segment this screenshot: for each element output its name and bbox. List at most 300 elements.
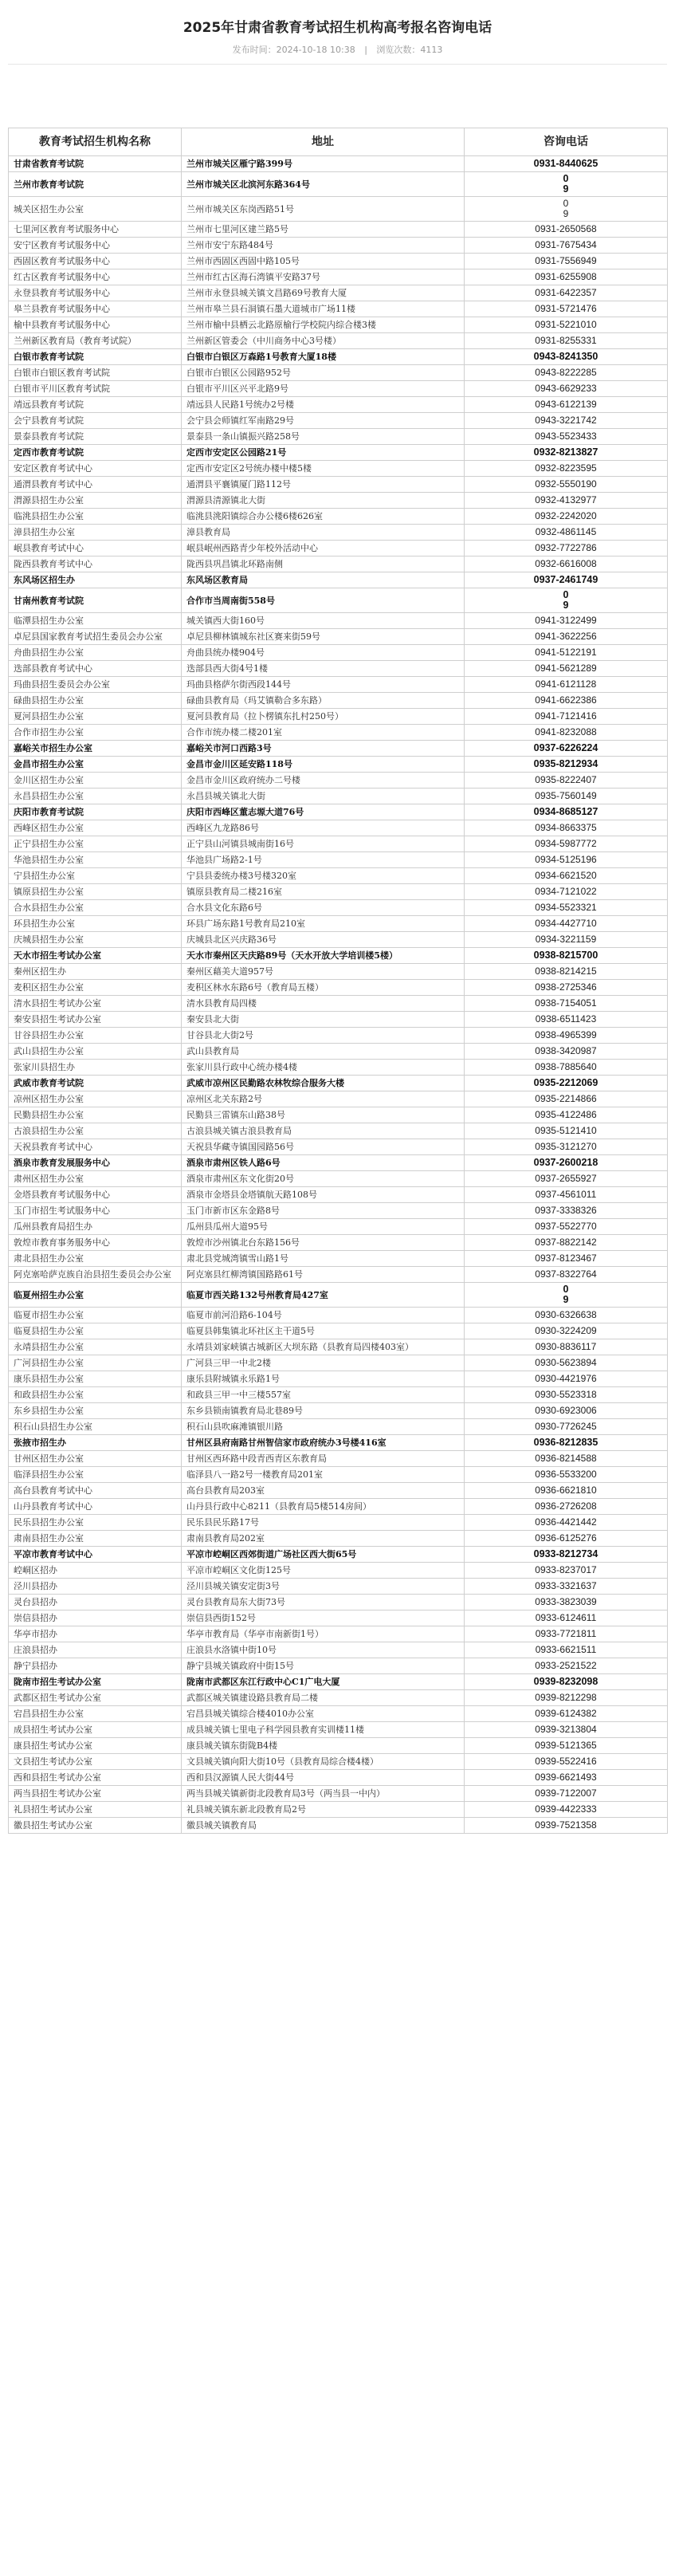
address-cell: 通渭县平襄镇厦门路112号 xyxy=(182,477,465,493)
phone-cell: 0935-4122486 xyxy=(465,1107,668,1123)
org-cell: 城关区招生办公室 xyxy=(9,197,182,222)
table-row xyxy=(9,1722,668,1738)
org-cell: 平凉市教育考试中心 xyxy=(9,1547,182,1563)
table-row xyxy=(9,1355,668,1371)
table-row-headquarters xyxy=(9,349,668,365)
address-cell: 临夏市西关路132号州教育局427室 xyxy=(182,1283,465,1308)
phone-cell: 0931-8440625 xyxy=(465,156,668,172)
table-row xyxy=(9,709,668,725)
address-cell: 民勤县三雷镇东山路38号 xyxy=(182,1107,465,1123)
org-cell: 安定区教育考试中心 xyxy=(9,461,182,477)
table-row xyxy=(9,1499,668,1515)
phone-cell: 0930-4421976 xyxy=(465,1371,668,1387)
table-row-headquarters xyxy=(9,1076,668,1091)
table-row xyxy=(9,285,668,301)
table-row xyxy=(9,541,668,556)
address-cell: 兰州市城关区北滨河东路364号 xyxy=(182,172,465,197)
address-cell: 秦州区藉美大道957号 xyxy=(182,964,465,980)
org-cell: 高台县教育考试中心 xyxy=(9,1483,182,1499)
org-cell: 瓜州县教育局招生办 xyxy=(9,1219,182,1235)
table-row xyxy=(9,852,668,868)
address-cell: 靖远县人民路1号统办2号楼 xyxy=(182,397,465,413)
org-cell: 天水市招生考试办公室 xyxy=(9,948,182,964)
phone-cell: 0937-5522770 xyxy=(465,1219,668,1235)
org-cell: 积石山县招生办公室 xyxy=(9,1419,182,1435)
org-cell: 金昌市招生办公室 xyxy=(9,757,182,773)
table-row xyxy=(9,1531,668,1547)
table-row-headquarters xyxy=(9,1674,668,1690)
address-cell: 平凉市崆峒区西郊街道广场社区西大街65号 xyxy=(182,1547,465,1563)
address-cell: 定西市安定区2号统办楼中楼5楼 xyxy=(182,461,465,477)
address-cell: 华池县广场路2-1号 xyxy=(182,852,465,868)
table-row xyxy=(9,1467,668,1483)
phone-cell: 0931-8255331 xyxy=(465,333,668,349)
org-cell: 金川区招生办公室 xyxy=(9,773,182,789)
org-cell: 张家川县招生办 xyxy=(9,1060,182,1076)
phone-cell: 0936-6621810 xyxy=(465,1483,668,1499)
table-row xyxy=(9,1219,668,1235)
phone-cell: 0934-5523321 xyxy=(465,900,668,916)
phone-cell: 0933-7721811 xyxy=(465,1626,668,1642)
org-cell: 白银市平川区教育考试院 xyxy=(9,381,182,397)
address-cell: 民乐县民乐路17号 xyxy=(182,1515,465,1531)
phone-cell: 0935-7560149 xyxy=(465,789,668,804)
address-cell: 宁县县委统办楼3号楼320室 xyxy=(182,868,465,884)
address-cell: 卓尼县柳林镇城东社区赛来街59号 xyxy=(182,629,465,645)
table-row xyxy=(9,789,668,804)
org-cell: 临泽县招生办公室 xyxy=(9,1467,182,1483)
address-cell: 山丹县行政中心8211（县教育局5楼514房间） xyxy=(182,1499,465,1515)
org-cell: 兰州新区教育局（教育考试院） xyxy=(9,333,182,349)
address-cell: 庆阳市西峰区董志塬大道76号 xyxy=(182,804,465,820)
table-row xyxy=(9,254,668,269)
address-cell: 清水县教育局四楼 xyxy=(182,996,465,1012)
phone-cell: 0934-8685127 xyxy=(465,804,668,820)
phone-cell: 0930-5623894 xyxy=(465,1355,668,1371)
phone-cell: 0938-6511423 xyxy=(465,1012,668,1028)
org-cell: 宁县招生办公室 xyxy=(9,868,182,884)
table-row xyxy=(9,868,668,884)
phone-cell: 0937-8123467 xyxy=(465,1251,668,1267)
address-cell: 金昌市金川区政府统办二号楼 xyxy=(182,773,465,789)
address-cell: 灵台县教育局东大街73号 xyxy=(182,1595,465,1610)
org-cell: 文县招生考试办公室 xyxy=(9,1754,182,1770)
org-cell: 徽县招生考试办公室 xyxy=(9,1818,182,1834)
phone-cell: 0939-6621493 xyxy=(465,1770,668,1786)
table-row xyxy=(9,1690,668,1706)
table-row xyxy=(9,1515,668,1531)
address-cell: 金昌市金川区延安路118号 xyxy=(182,757,465,773)
address-cell: 嘉峪关市河口西路3号 xyxy=(182,741,465,757)
address-cell: 肃南县教育局202室 xyxy=(182,1531,465,1547)
phone-cell: 0935-5121410 xyxy=(465,1123,668,1139)
phone-cell: 0930-7726245 xyxy=(465,1419,668,1435)
org-cell: 民乐县招生办公室 xyxy=(9,1515,182,1531)
address-cell: 广河县三甲一中北2楼 xyxy=(182,1355,465,1371)
address-cell: 西峰区九龙路86号 xyxy=(182,820,465,836)
org-cell: 镇原县招生办公室 xyxy=(9,884,182,900)
table-row xyxy=(9,996,668,1012)
phone-cell: 0939-5121365 xyxy=(465,1738,668,1754)
org-cell: 东风场区招生办 xyxy=(9,572,182,588)
org-cell: 肃北县招生办公室 xyxy=(9,1251,182,1267)
org-cell: 永靖县招生办公室 xyxy=(9,1339,182,1355)
address-cell: 舟曲县统办楼904号 xyxy=(182,645,465,661)
table-row xyxy=(9,1028,668,1044)
address-cell: 平凉市崆峒区文化街125号 xyxy=(182,1563,465,1579)
phone-cell: 0932-2242020 xyxy=(465,509,668,525)
phone-cell: 0941-3122499 xyxy=(465,613,668,629)
address-cell: 敦煌市沙州镇北台东路156号 xyxy=(182,1235,465,1251)
table-row xyxy=(9,1658,668,1674)
table-row xyxy=(9,1060,668,1076)
address-cell: 泾川县城关镇安定街3号 xyxy=(182,1579,465,1595)
table-row xyxy=(9,1323,668,1339)
table-row xyxy=(9,1802,668,1818)
address-cell: 西和县汉源镇人民大街44号 xyxy=(182,1770,465,1786)
table-row-headquarters xyxy=(9,741,668,757)
org-cell: 岷县教育考试中心 xyxy=(9,541,182,556)
table-row xyxy=(9,1770,668,1786)
table-row xyxy=(9,645,668,661)
address-cell: 兰州市红古区海石湾镇平安路37号 xyxy=(182,269,465,285)
org-cell: 临夏市招生办公室 xyxy=(9,1308,182,1323)
phone-cell: 0939-7122007 xyxy=(465,1786,668,1802)
org-cell: 甘州区招生办公室 xyxy=(9,1451,182,1467)
org-cell: 敦煌市教育事务服务中心 xyxy=(9,1235,182,1251)
table-row-headquarters xyxy=(9,757,668,773)
phone-cell: 0938-3420987 xyxy=(465,1044,668,1060)
table-row xyxy=(9,820,668,836)
org-cell: 临洮县招生办公室 xyxy=(9,509,182,525)
address-cell: 漳县教育局 xyxy=(182,525,465,541)
table-row xyxy=(9,932,668,948)
table-row xyxy=(9,1403,668,1419)
phone-cell: 0938-2725346 xyxy=(465,980,668,996)
org-cell: 永昌县招生办公室 xyxy=(9,789,182,804)
phone-cell: 0937-2600218 xyxy=(465,1155,668,1171)
org-cell: 武都区招生考试办公室 xyxy=(9,1690,182,1706)
org-cell: 玉门市招生考试服务中心 xyxy=(9,1203,182,1219)
table-row xyxy=(9,1187,668,1203)
phone-cell: 0936-8214588 xyxy=(465,1451,668,1467)
org-cell: 环县招生办公室 xyxy=(9,916,182,932)
table-row xyxy=(9,1451,668,1467)
address-cell: 华亭市教育局（华亭市南新街1号） xyxy=(182,1626,465,1642)
table-row xyxy=(9,1387,668,1403)
org-cell: 夏河县招生办公室 xyxy=(9,709,182,725)
phone-cell: 0935-8212934 xyxy=(465,757,668,773)
table-row-headquarters xyxy=(9,1547,668,1563)
address-cell: 玉门市新市区东金路8号 xyxy=(182,1203,465,1219)
address-cell: 景泰县一条山镇振兴路258号 xyxy=(182,429,465,445)
address-cell: 肃北县党城湾镇雪山路1号 xyxy=(182,1251,465,1267)
org-cell: 民勤县招生办公室 xyxy=(9,1107,182,1123)
table-row-headquarters xyxy=(9,588,668,613)
phone-cell: 0933-6124611 xyxy=(465,1610,668,1626)
org-cell: 秦安县招生考试办公室 xyxy=(9,1012,182,1028)
address-cell: 会宁县会师镇红军南路29号 xyxy=(182,413,465,429)
phone-cell: 0934-6621520 xyxy=(465,868,668,884)
org-cell: 静宁县招办 xyxy=(9,1658,182,1674)
table-row xyxy=(9,900,668,916)
phone-cell: 0939-8212298 xyxy=(465,1690,668,1706)
phone-cell: 0941-3622256 xyxy=(465,629,668,645)
org-cell: 玛曲县招生委员会办公室 xyxy=(9,677,182,693)
phone-cell: 0932-8223595 xyxy=(465,461,668,477)
org-cell: 陇西县教育考试中心 xyxy=(9,556,182,572)
org-cell: 东乡县招生办公室 xyxy=(9,1403,182,1419)
address-cell: 宕昌县城关镇综合楼4010办公室 xyxy=(182,1706,465,1722)
table-row xyxy=(9,1706,668,1722)
table-row-headquarters xyxy=(9,1155,668,1171)
address-cell: 高台县教育局203室 xyxy=(182,1483,465,1499)
phone-cell: 0935-8222407 xyxy=(465,773,668,789)
address-cell: 临洮县洮阳镇综合办公楼6楼626室 xyxy=(182,509,465,525)
table-row xyxy=(9,222,668,238)
phone-cell: 0939-6124382 xyxy=(465,1706,668,1722)
table-row xyxy=(9,333,668,349)
table-row xyxy=(9,1642,668,1658)
address-cell: 康乐县附城镇永乐路1号 xyxy=(182,1371,465,1387)
phone-cell: 0931-2650568 xyxy=(465,222,668,238)
org-cell: 临夏县招生办公室 xyxy=(9,1323,182,1339)
org-cell: 迭部县教育考试中心 xyxy=(9,661,182,677)
address-cell: 秦安县北大街 xyxy=(182,1012,465,1028)
phone-cell: 0936-4421442 xyxy=(465,1515,668,1531)
header-divider xyxy=(8,64,667,65)
org-cell: 碌曲县招生办公室 xyxy=(9,693,182,709)
phone-cell: 0937-8822142 xyxy=(465,1235,668,1251)
org-cell: 肃州区招生办公室 xyxy=(9,1171,182,1187)
org-cell: 礼县招生考试办公室 xyxy=(9,1802,182,1818)
table-row-headquarters xyxy=(9,1283,668,1308)
address-cell: 甘州区西环路中段青西青区东教育局 xyxy=(182,1451,465,1467)
table-row xyxy=(9,1610,668,1626)
org-cell: 成县招生考试办公室 xyxy=(9,1722,182,1738)
table-row xyxy=(9,525,668,541)
table-row xyxy=(9,413,668,429)
phone-cell: 0933-8237017 xyxy=(465,1563,668,1579)
address-cell: 兰州新区管委会（中川商务中心3号楼） xyxy=(182,333,465,349)
column-header-phone: 咨询电话 xyxy=(465,128,668,156)
column-header-address: 地址 xyxy=(182,128,465,156)
phone-cell: 0936-2726208 xyxy=(465,1499,668,1515)
address-cell: 瓜州县瓜州大道95号 xyxy=(182,1219,465,1235)
address-cell: 麦积区林水东路6号（教育局五楼） xyxy=(182,980,465,996)
address-cell: 迭部县西大街4号1楼 xyxy=(182,661,465,677)
org-cell: 卓尼县国家教育考试招生委员会办公室 xyxy=(9,629,182,645)
table-row xyxy=(9,836,668,852)
table-row xyxy=(9,509,668,525)
org-cell: 庄浪县招办 xyxy=(9,1642,182,1658)
org-cell: 张掖市招生办 xyxy=(9,1435,182,1451)
org-cell: 榆中县教育考试服务中心 xyxy=(9,317,182,333)
address-cell: 永靖县刘家峡镇古城新区大坝东路（县教育局四楼403室） xyxy=(182,1339,465,1355)
address-cell: 兰州市城关区东岗西路51号 xyxy=(182,197,465,222)
address-cell: 东风场区教育局 xyxy=(182,572,465,588)
org-cell: 崆峒区招办 xyxy=(9,1563,182,1579)
phone-cell: 0936-5533200 xyxy=(465,1467,668,1483)
table-row xyxy=(9,1091,668,1107)
phone-cell: 0930-3224209 xyxy=(465,1323,668,1339)
org-cell: 西和县招生考试办公室 xyxy=(9,1770,182,1786)
address-cell: 礼县城关镇东新北段教育局2号 xyxy=(182,1802,465,1818)
address-cell: 两当县城关镇新街北段教育局3号（两当县一中内） xyxy=(182,1786,465,1802)
phone-cell: 0930-6923006 xyxy=(465,1403,668,1419)
phone-cell: 0935-3121270 xyxy=(465,1139,668,1155)
address-cell: 正宁县山河镇县城南街16号 xyxy=(182,836,465,852)
org-cell: 皋兰县教育考试服务中心 xyxy=(9,301,182,317)
table-row xyxy=(9,1818,668,1834)
meta-separator: | xyxy=(364,45,367,55)
table-row xyxy=(9,980,668,996)
table-row-headquarters xyxy=(9,156,668,172)
address-cell: 武都区城关镇建设路县教育局二楼 xyxy=(182,1690,465,1706)
org-cell: 白银市白银区教育考试院 xyxy=(9,365,182,381)
table-row xyxy=(9,1738,668,1754)
phone-line: 9 xyxy=(563,1294,569,1305)
phone-cell: 0943-3221742 xyxy=(465,413,668,429)
table-row xyxy=(9,1123,668,1139)
address-cell: 白银市平川区兴平北路9号 xyxy=(182,381,465,397)
table-row xyxy=(9,661,668,677)
phone-cell: 0933-3823039 xyxy=(465,1595,668,1610)
phone-cell: 0934-5987772 xyxy=(465,836,668,852)
table-body xyxy=(9,156,668,1834)
table-row-headquarters xyxy=(9,172,668,197)
phone-cell: 0936-8212835 xyxy=(465,1435,668,1451)
address-cell: 成县城关镇七里电子科学园县教育实训楼11楼 xyxy=(182,1722,465,1738)
org-cell: 阿克塞哈萨克族自治县招生委员会办公室 xyxy=(9,1267,182,1283)
phone-cell: 0931-6422357 xyxy=(465,285,668,301)
table-row xyxy=(9,429,668,445)
org-cell: 和政县招生办公室 xyxy=(9,1387,182,1403)
org-cell: 武威市教育考试院 xyxy=(9,1076,182,1091)
org-cell: 定西市教育考试院 xyxy=(9,445,182,461)
phone-cell: 0931-5221010 xyxy=(465,317,668,333)
phone-cell: 0937-3338326 xyxy=(465,1203,668,1219)
org-cell: 陇南市招生考试办公室 xyxy=(9,1674,182,1690)
org-cell: 白银市教育考试院 xyxy=(9,349,182,365)
table-row xyxy=(9,317,668,333)
table-row xyxy=(9,1595,668,1610)
phone-cell: 0930-5523318 xyxy=(465,1387,668,1403)
org-cell: 庆城县招生办公室 xyxy=(9,932,182,948)
page-title: 2025年甘肃省教育考试招生机构高考报名咨询电话 xyxy=(182,20,493,36)
address-cell: 兰州市城关区雁宁路399号 xyxy=(182,156,465,172)
address-cell: 合作市统办楼二楼201室 xyxy=(182,725,465,741)
address-cell: 白银市白银区万森路1号教育大厦18楼 xyxy=(182,349,465,365)
org-cell: 红古区教育考试服务中心 xyxy=(9,269,182,285)
table-row xyxy=(9,556,668,572)
address-cell: 古浪县城关镇古浪县教育局 xyxy=(182,1123,465,1139)
org-cell: 嘉峪关市招生办公室 xyxy=(9,741,182,757)
address-cell: 白银市白银区公园路952号 xyxy=(182,365,465,381)
address-cell: 兰州市榆中县栖云北路原榆行学校院内综合楼3楼 xyxy=(182,317,465,333)
phone-cell: 0935-2214866 xyxy=(465,1091,668,1107)
phone-cell xyxy=(465,588,668,613)
org-cell: 漳县招生办公室 xyxy=(9,525,182,541)
address-cell: 环县广场东路1号教育局210室 xyxy=(182,916,465,932)
org-cell: 华池县招生办公室 xyxy=(9,852,182,868)
address-cell: 兰州市西固区西固中路105号 xyxy=(182,254,465,269)
phone-cell: 0941-8232088 xyxy=(465,725,668,741)
address-cell: 合水县文化东路6号 xyxy=(182,900,465,916)
view-count: 浏览次数：4113 xyxy=(376,45,443,55)
phone-cell: 0933-3321637 xyxy=(465,1579,668,1595)
address-cell: 庄浪县水洛镇中街10号 xyxy=(182,1642,465,1658)
org-cell: 甘肃省教育考试院 xyxy=(9,156,182,172)
phone-cell: 0943-6629233 xyxy=(465,381,668,397)
address-cell: 武山县教育局 xyxy=(182,1044,465,1060)
table-row xyxy=(9,884,668,900)
address-cell: 临夏县韩集镇北环社区主干道5号 xyxy=(182,1323,465,1339)
table-row xyxy=(9,613,668,629)
org-cell: 合作市招生办公室 xyxy=(9,725,182,741)
table-row xyxy=(9,1308,668,1323)
phone-cell: 0939-5522416 xyxy=(465,1754,668,1770)
address-cell: 静宁县城关镇政府中街15号 xyxy=(182,1658,465,1674)
table-row xyxy=(9,1235,668,1251)
address-cell: 东乡县锁南镇教育局北巷89号 xyxy=(182,1403,465,1419)
table-row xyxy=(9,916,668,932)
phone-cell: 0939-4422333 xyxy=(465,1802,668,1818)
org-cell: 两当县招生考试办公室 xyxy=(9,1786,182,1802)
phone-cell: 0934-5125196 xyxy=(465,852,668,868)
phone-cell: 0938-7885640 xyxy=(465,1060,668,1076)
address-cell: 临夏市前河沿路6-104号 xyxy=(182,1308,465,1323)
phone-line: 9 xyxy=(563,600,569,611)
address-cell: 甘州区县府南路甘州智信家市政府统办3号楼416室 xyxy=(182,1435,465,1451)
table-header-row xyxy=(9,128,668,156)
phone-cell: 0941-6622386 xyxy=(465,693,668,709)
address-cell: 阿克塞县红柳湾镇国路路61号 xyxy=(182,1267,465,1283)
phone-cell: 0943-8222285 xyxy=(465,365,668,381)
phone-cell: 0939-8232098 xyxy=(465,1674,668,1690)
table-row xyxy=(9,725,668,741)
phone-cell: 0931-7556949 xyxy=(465,254,668,269)
org-cell: 临夏州招生办公室 xyxy=(9,1283,182,1308)
phone-cell: 0941-6121128 xyxy=(465,677,668,693)
org-cell: 广河县招生办公室 xyxy=(9,1355,182,1371)
phone-cell: 0935-2212069 xyxy=(465,1076,668,1091)
table-row xyxy=(9,1754,668,1770)
address-cell: 庆城县北区兴庆路36号 xyxy=(182,932,465,948)
phone-cell: 0932-5550190 xyxy=(465,477,668,493)
phone-cell: 0938-8214215 xyxy=(465,964,668,980)
phone-cell: 0943-5523433 xyxy=(465,429,668,445)
table-row xyxy=(9,1339,668,1355)
phone-line: 9 xyxy=(563,208,569,219)
org-cell: 康乐县招生办公室 xyxy=(9,1371,182,1387)
phone-cell: 0932-6616008 xyxy=(465,556,668,572)
article-meta xyxy=(0,43,675,56)
table-row xyxy=(9,693,668,709)
phone-cell xyxy=(465,172,668,197)
table-row xyxy=(9,1419,668,1435)
phone-cell: 0943-8241350 xyxy=(465,349,668,365)
table-row-headquarters xyxy=(9,572,668,588)
phone-cell: 0930-8836117 xyxy=(465,1339,668,1355)
phone-cell: 0941-5621289 xyxy=(465,661,668,677)
address-cell: 天水市秦州区天庆路89号（天水开放大学培训楼5楼） xyxy=(182,948,465,964)
address-cell: 陇西县巩昌镇北环路南侧 xyxy=(182,556,465,572)
org-cell: 兰州市教育考试院 xyxy=(9,172,182,197)
phone-cell: 0939-3213804 xyxy=(465,1722,668,1738)
phone-cell: 0938-8215700 xyxy=(465,948,668,964)
address-cell: 兰州市安宁东路484号 xyxy=(182,238,465,254)
